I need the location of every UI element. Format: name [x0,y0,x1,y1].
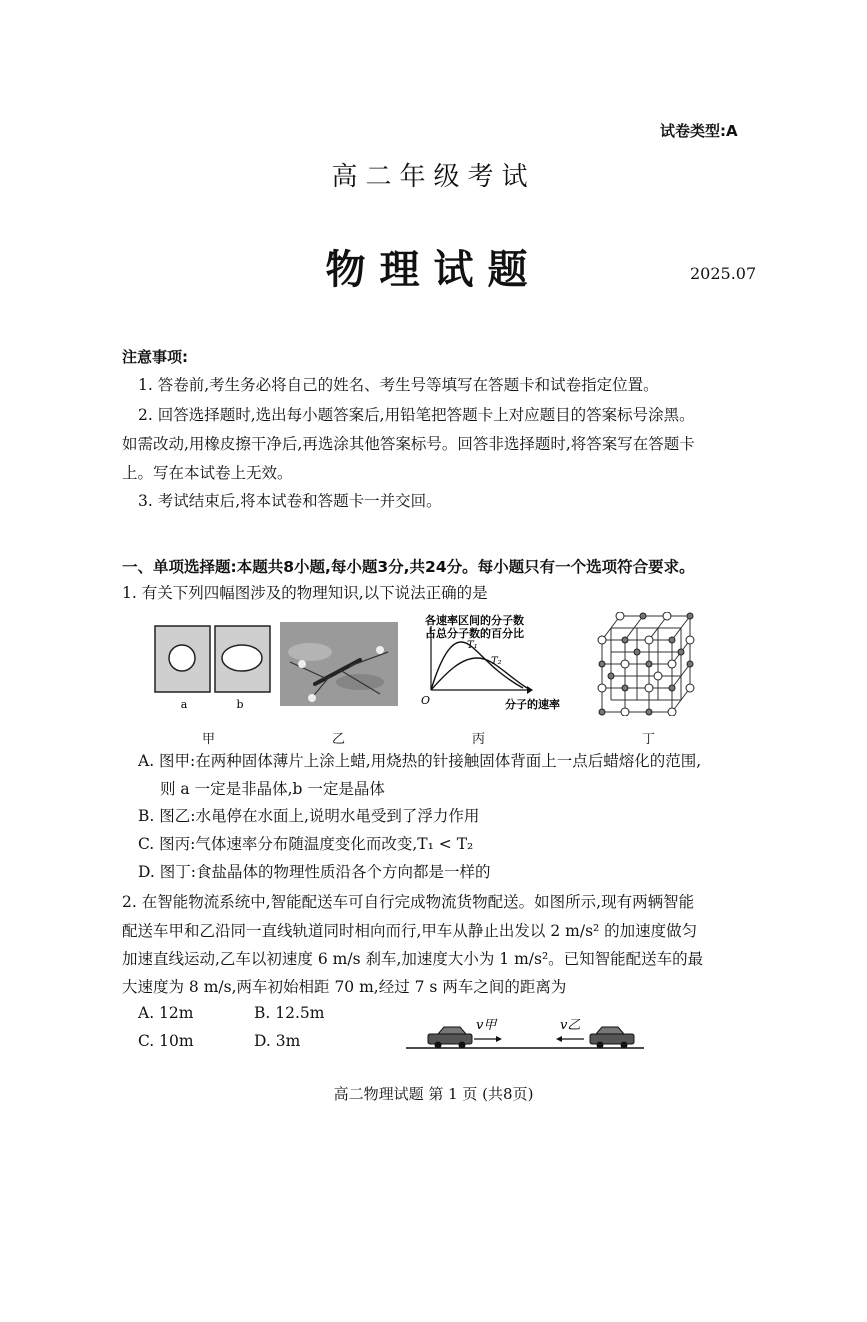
q1-option-a-line-2: 则 a 一定是非晶体,b 一定是晶体 [160,780,385,798]
bing-xlabel: 分子的速率 [505,698,560,711]
bing-ylabel-2: 占总分子数的百分比 [425,627,524,640]
dimple [376,646,384,654]
section-heading: 一、单项选择题:本题共8小题,每小题3分,共24分。每小题只有一个选项符合要求。 [122,558,695,576]
paper-type: 试卷类型:A [660,122,738,140]
q2-stem-line-4: 大速度为 8 m/s,两车初始相距 70 m,经过 7 s 两车之间的距离为 [122,978,567,996]
caption-bing: 丙 [472,732,486,747]
q1-option-b: B. 图乙:水黾停在水面上,说明水黾受到了浮力作用 [138,807,480,825]
dimple [298,660,306,668]
figure-bing [415,612,585,712]
bing-ylabel-1: 各速率区间的分子数 [425,614,524,627]
q1-option-d: D. 图丁:食盐晶体的物理性质沿各个方向都是一样的 [138,863,491,881]
melt-circle [169,645,195,671]
x-arrow [527,686,533,694]
velocity-jia-label: v甲 [476,1018,497,1033]
note-item-3: 3. 考试结束后,将本试卷和答题卡一并交回。 [138,492,442,510]
label-t2: T₂ [491,656,502,667]
q2-option-c: C. 10m [138,1032,194,1050]
subject-title: 物理试题 [325,246,542,293]
note-item-2-line-1: 2. 回答选择题时,选出每小题答案后,用铅笔把答题卡上对应题目的答案标号涂黑。 [138,406,695,424]
note-item-1: 1. 答卷前,考生务必将自己的姓名、考生号等填写在答题卡和试卷指定位置。 [138,376,659,394]
q2-stem-line-1: 2. 在智能物流系统中,智能配送车可自行完成物流货物配送。如图所示,现有两辆智能 [122,893,695,911]
q2-stem-line-3: 加速直线运动,乙车以初速度 6 m/s 刹车,加速度大小为 1 m/s²。已知智能配送车的最 [122,950,704,968]
car-yi-icon [590,1027,634,1049]
water-surface [280,622,398,706]
note-item-2-line-2: 如需改动,用橡皮擦干净后,再选涂其他答案标号。回答非选择题时,将答案写在答题卡 [122,435,695,453]
velocity-yi-label: v乙 [560,1018,581,1033]
caption-jia: 甲 [202,732,216,747]
q2-cars-figure [404,1012,648,1052]
note-item-2-line-3: 上。写在本试卷上无效。 [122,464,293,482]
melt-ellipse [222,645,262,671]
caption-ding: 丁 [642,732,656,747]
origin-label: O [421,694,431,707]
q1-option-c: C. 图丙:气体速率分布随温度变化而改变,T₁ < T₂ [138,835,474,853]
notes-title: 注意事项: [122,348,188,366]
label-a: a [180,698,188,711]
q2-option-d: D. 3m [254,1032,301,1050]
label-b: b [236,698,244,711]
ripple [288,643,332,661]
car-jia-icon [428,1027,472,1049]
caption-yi: 乙 [332,732,346,747]
page-footer: 高二物理试题 第 1 页 (共8页) [333,1085,534,1103]
figure-yi [280,622,398,706]
figure-jia [150,622,275,712]
dimple [308,694,316,702]
q2-option-b: B. 12.5m [254,1004,325,1022]
q2-stem-line-2: 配送车甲和乙沿同一直线轨道同时相向而行,甲车从静止出发以 2 m/s² 的加速度做匀 [122,922,698,940]
arrow-head-icon [556,1036,562,1042]
figure-ding [592,612,704,716]
q1-option-a-line-1: A. 图甲:在两种固体薄片上涂上蜡,用烧热的针接触固体背面上一点后蜡熔化的范围, [138,752,702,770]
label-t1: T₁ [467,640,478,651]
arrow-head-icon [496,1036,502,1042]
exam-title: 高二年级考试 [331,162,536,192]
exam-date: 2025.07 [690,264,757,283]
q1-stem: 1. 有关下列四幅图涉及的物理知识,以下说法正确的是 [122,584,488,602]
q2-option-a: A. 12m [138,1004,194,1022]
curve-t2 [431,658,527,690]
